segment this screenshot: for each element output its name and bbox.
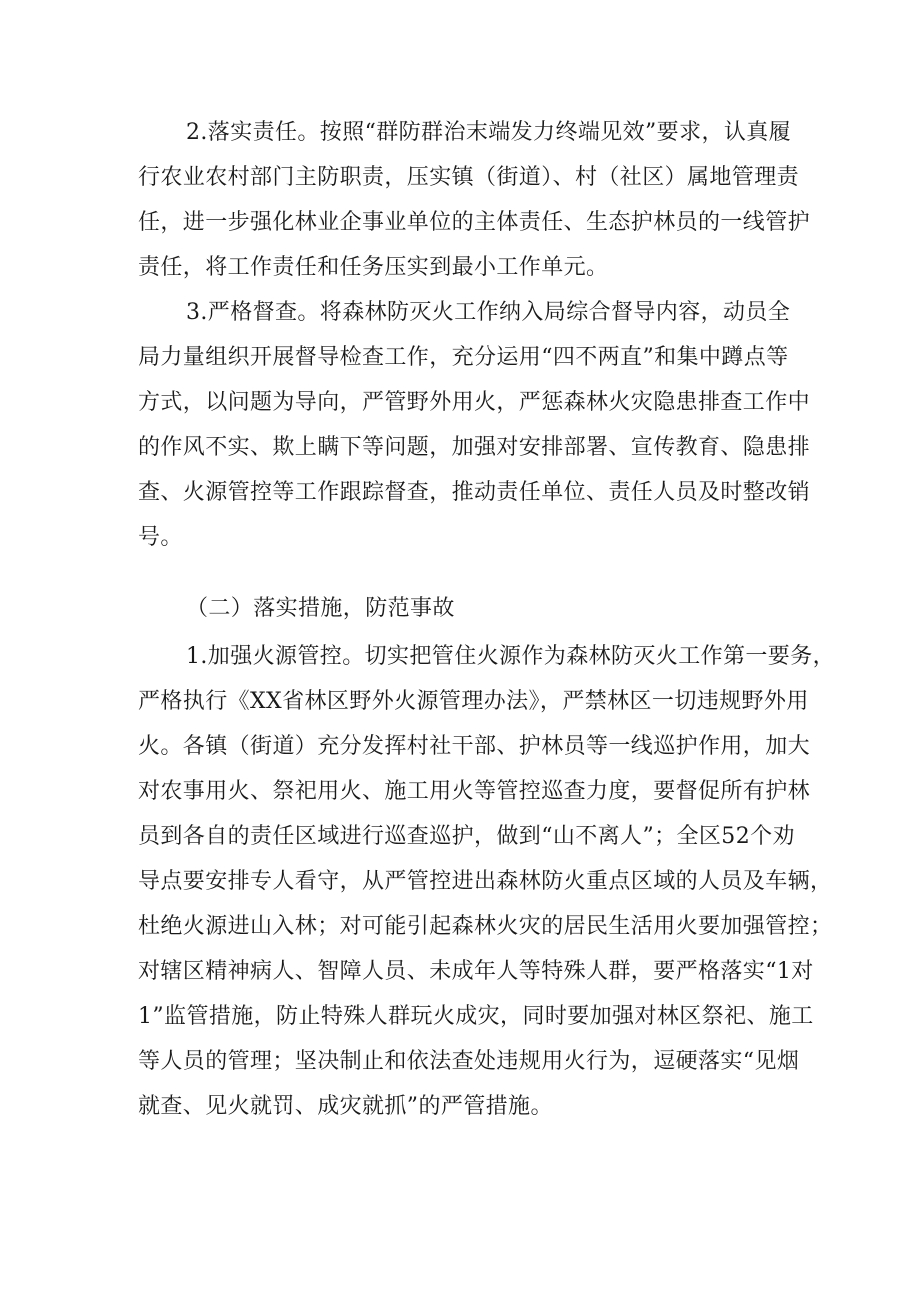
paragraph-3-line-4: 的作风不实、欺上瞒下等问题，加强对安排部署、宣传教育、隐患排 bbox=[138, 435, 811, 460]
paragraph-1-line-1: 1.加强火源管控。切实把管住火源作为森林防灭火工作第一要务， bbox=[186, 644, 835, 669]
paragraph-3-line-6: 号。 bbox=[138, 525, 183, 550]
paragraph-1-line-4: 对农事用火、祭祀用火、施工用火等管控巡查力度，要督促所有护林 bbox=[138, 779, 811, 804]
paragraph-3-line-3: 方式，以问题为导向，严管野外用火，严惩森林火灾隐患排查工作中 bbox=[138, 390, 811, 415]
paragraph-2-line-2: 行农业农村部门主防职责，压实镇（街道）、村（社区）属地管理责 bbox=[138, 165, 800, 190]
paragraph-1-line-6: 导点要安排专人看守，从严管控进出森林防火重点区域的人员及车辆， bbox=[138, 869, 833, 894]
section-heading: （二）落实措施，防范事故 bbox=[186, 596, 455, 621]
paragraph-2-line-4: 责任，将工作责任和任务压实到最小工作单元。 bbox=[138, 255, 609, 280]
paragraph-1-line-10: 等人员的管理；坚决制止和依法查处违规用火行为，逗硬落实“见烟 bbox=[138, 1049, 800, 1074]
paragraph-3-line-2: 局力量组织开展督导检查工作，充分运用“四不两直”和集中蹲点等 bbox=[138, 345, 789, 370]
paragraph-3-line-1: 3.严格督查。将森林防灭火工作纳入局综合督导内容，动员全 bbox=[186, 300, 791, 325]
paragraph-1-line-9: 1”监管措施，防止特殊人群玩火成灾，同时要加强对林区祭祀、施工 bbox=[138, 1004, 814, 1029]
paragraph-2-line-1: 2.落实责任。按照“群防群治末端发力终端见效”要求，认真履 bbox=[186, 120, 792, 145]
paragraph-2-line-3: 任，进一步强化林业企事业单位的主体责任、生态护林员的一线管护 bbox=[138, 210, 811, 235]
paragraph-1-line-2: 严格执行《XX省林区野外火源管理办法》，严禁林区一切违规野外用 bbox=[138, 689, 809, 714]
paragraph-1-line-11: 就查、见火就罚、成灾就抓”的严管措施。 bbox=[138, 1094, 553, 1119]
paragraph-1-line-3: 火。各镇（街道）充分发挥村社干部、护林员等一线巡护作用，加大 bbox=[138, 734, 811, 759]
paragraph-1-line-8: 对辖区精神病人、智障人员、未成年人等特殊人群，要严格落实“1对 bbox=[138, 959, 814, 984]
paragraph-1-line-5: 员到各自的责任区域进行巡查巡护，做到“山不离人”；全区52个劝 bbox=[138, 824, 795, 849]
paragraph-3-line-5: 查、火源管控等工作跟踪督查，推动责任单位、责任人员及时整改销 bbox=[138, 480, 811, 505]
paragraph-1-line-7: 杜绝火源进山入林；对可能引起森林火灾的居民生活用火要加强管控； bbox=[138, 914, 833, 939]
